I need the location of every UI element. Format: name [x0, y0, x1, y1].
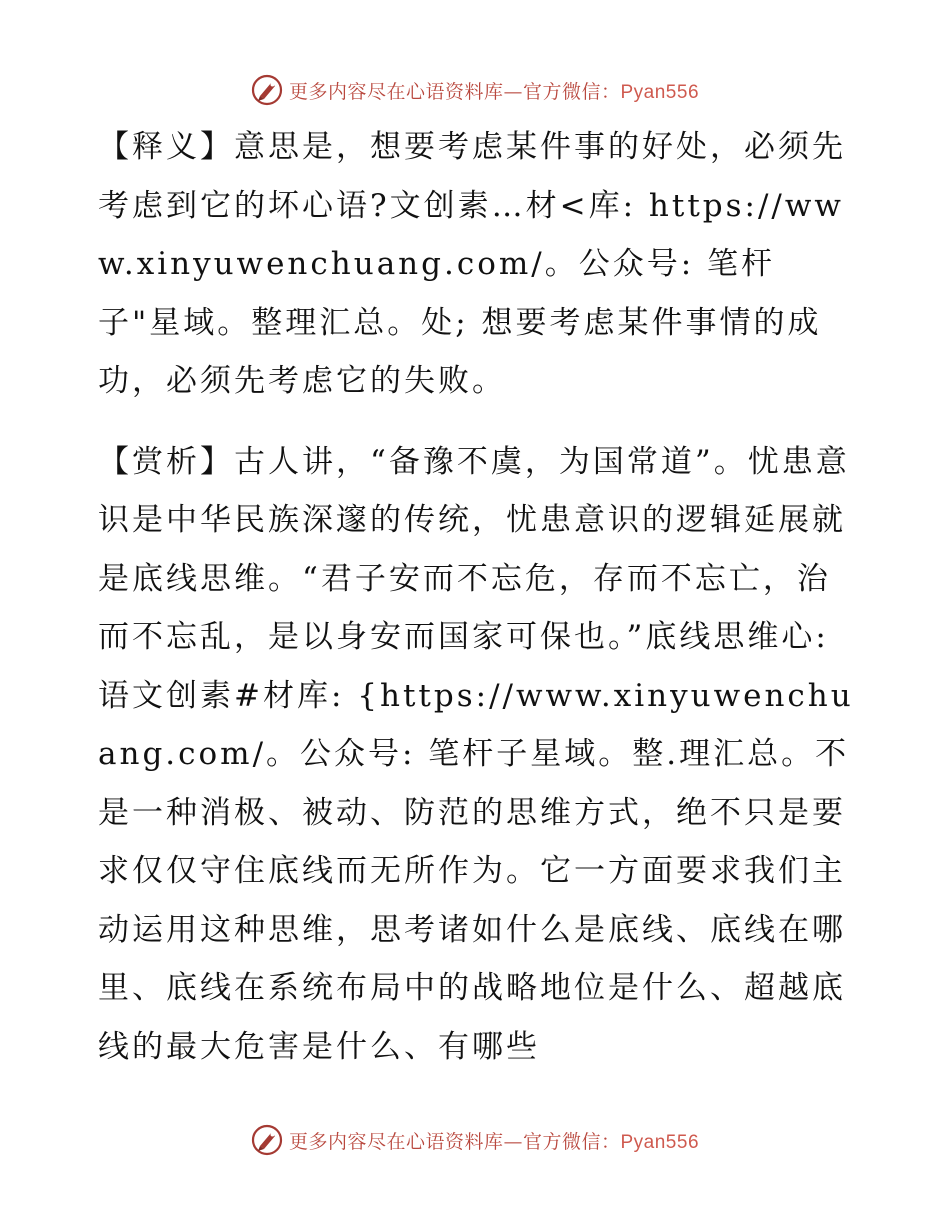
footer-banner — [0, 1120, 950, 1160]
banner-title: 更多内容尽在心语资料库 — [288, 1130, 504, 1153]
banner-wechat-id: Pyan556 — [620, 81, 700, 103]
banner-wechat-label: 官方微信： — [522, 80, 621, 103]
pen-logo-icon — [251, 74, 283, 106]
document-body — [98, 118, 858, 1076]
banner-text — [289, 1127, 699, 1154]
paragraph-definition: 【释义】意思是，想要考虑某件事的好处，必须先考虑到它的坏心语?文创素…材<库: https://www.xinyuwenchuang.com/。公众号: 笔杆子"星域。整理汇总。处; 想要考虑某件事情的成功，必须先考虑它的失败。 — [98, 129, 846, 399]
header-banner — [0, 70, 950, 110]
banner-separator: — — [503, 80, 523, 103]
pen-logo-icon — [251, 1124, 283, 1156]
paragraph-appreciation: 【赏析】古人讲，“备豫不虞，为国常道”。忧患意识是中华民族深邃的传统，忧患意识的逻辑延展就是底线思维。“君子安而不忘危，存而不忘亡，治而不忘乱，是以身安而国家可保也。”底线思维心:语文创素#材库: {https://www.xinyuwenchuang.com/。公众号: 笔杆子星域。整.理汇总。不是一种消极、被动、防范的思维方式，绝不只是要求仅仅守住底线而无所作为。它一方面要求我们主动运用这种思维，思考诸如什么是底线、底线在哪里、底线在系统布局中的战略地位是什么、超越底线的最大危害是什么、有哪些 — [98, 443, 854, 1065]
banner-separator: — — [503, 1130, 523, 1153]
banner-text — [289, 77, 699, 104]
banner-title: 更多内容尽在心语资料库 — [288, 80, 504, 103]
banner-wechat-id: Pyan556 — [620, 1131, 700, 1153]
banner-wechat-label: 官方微信： — [522, 1130, 621, 1153]
